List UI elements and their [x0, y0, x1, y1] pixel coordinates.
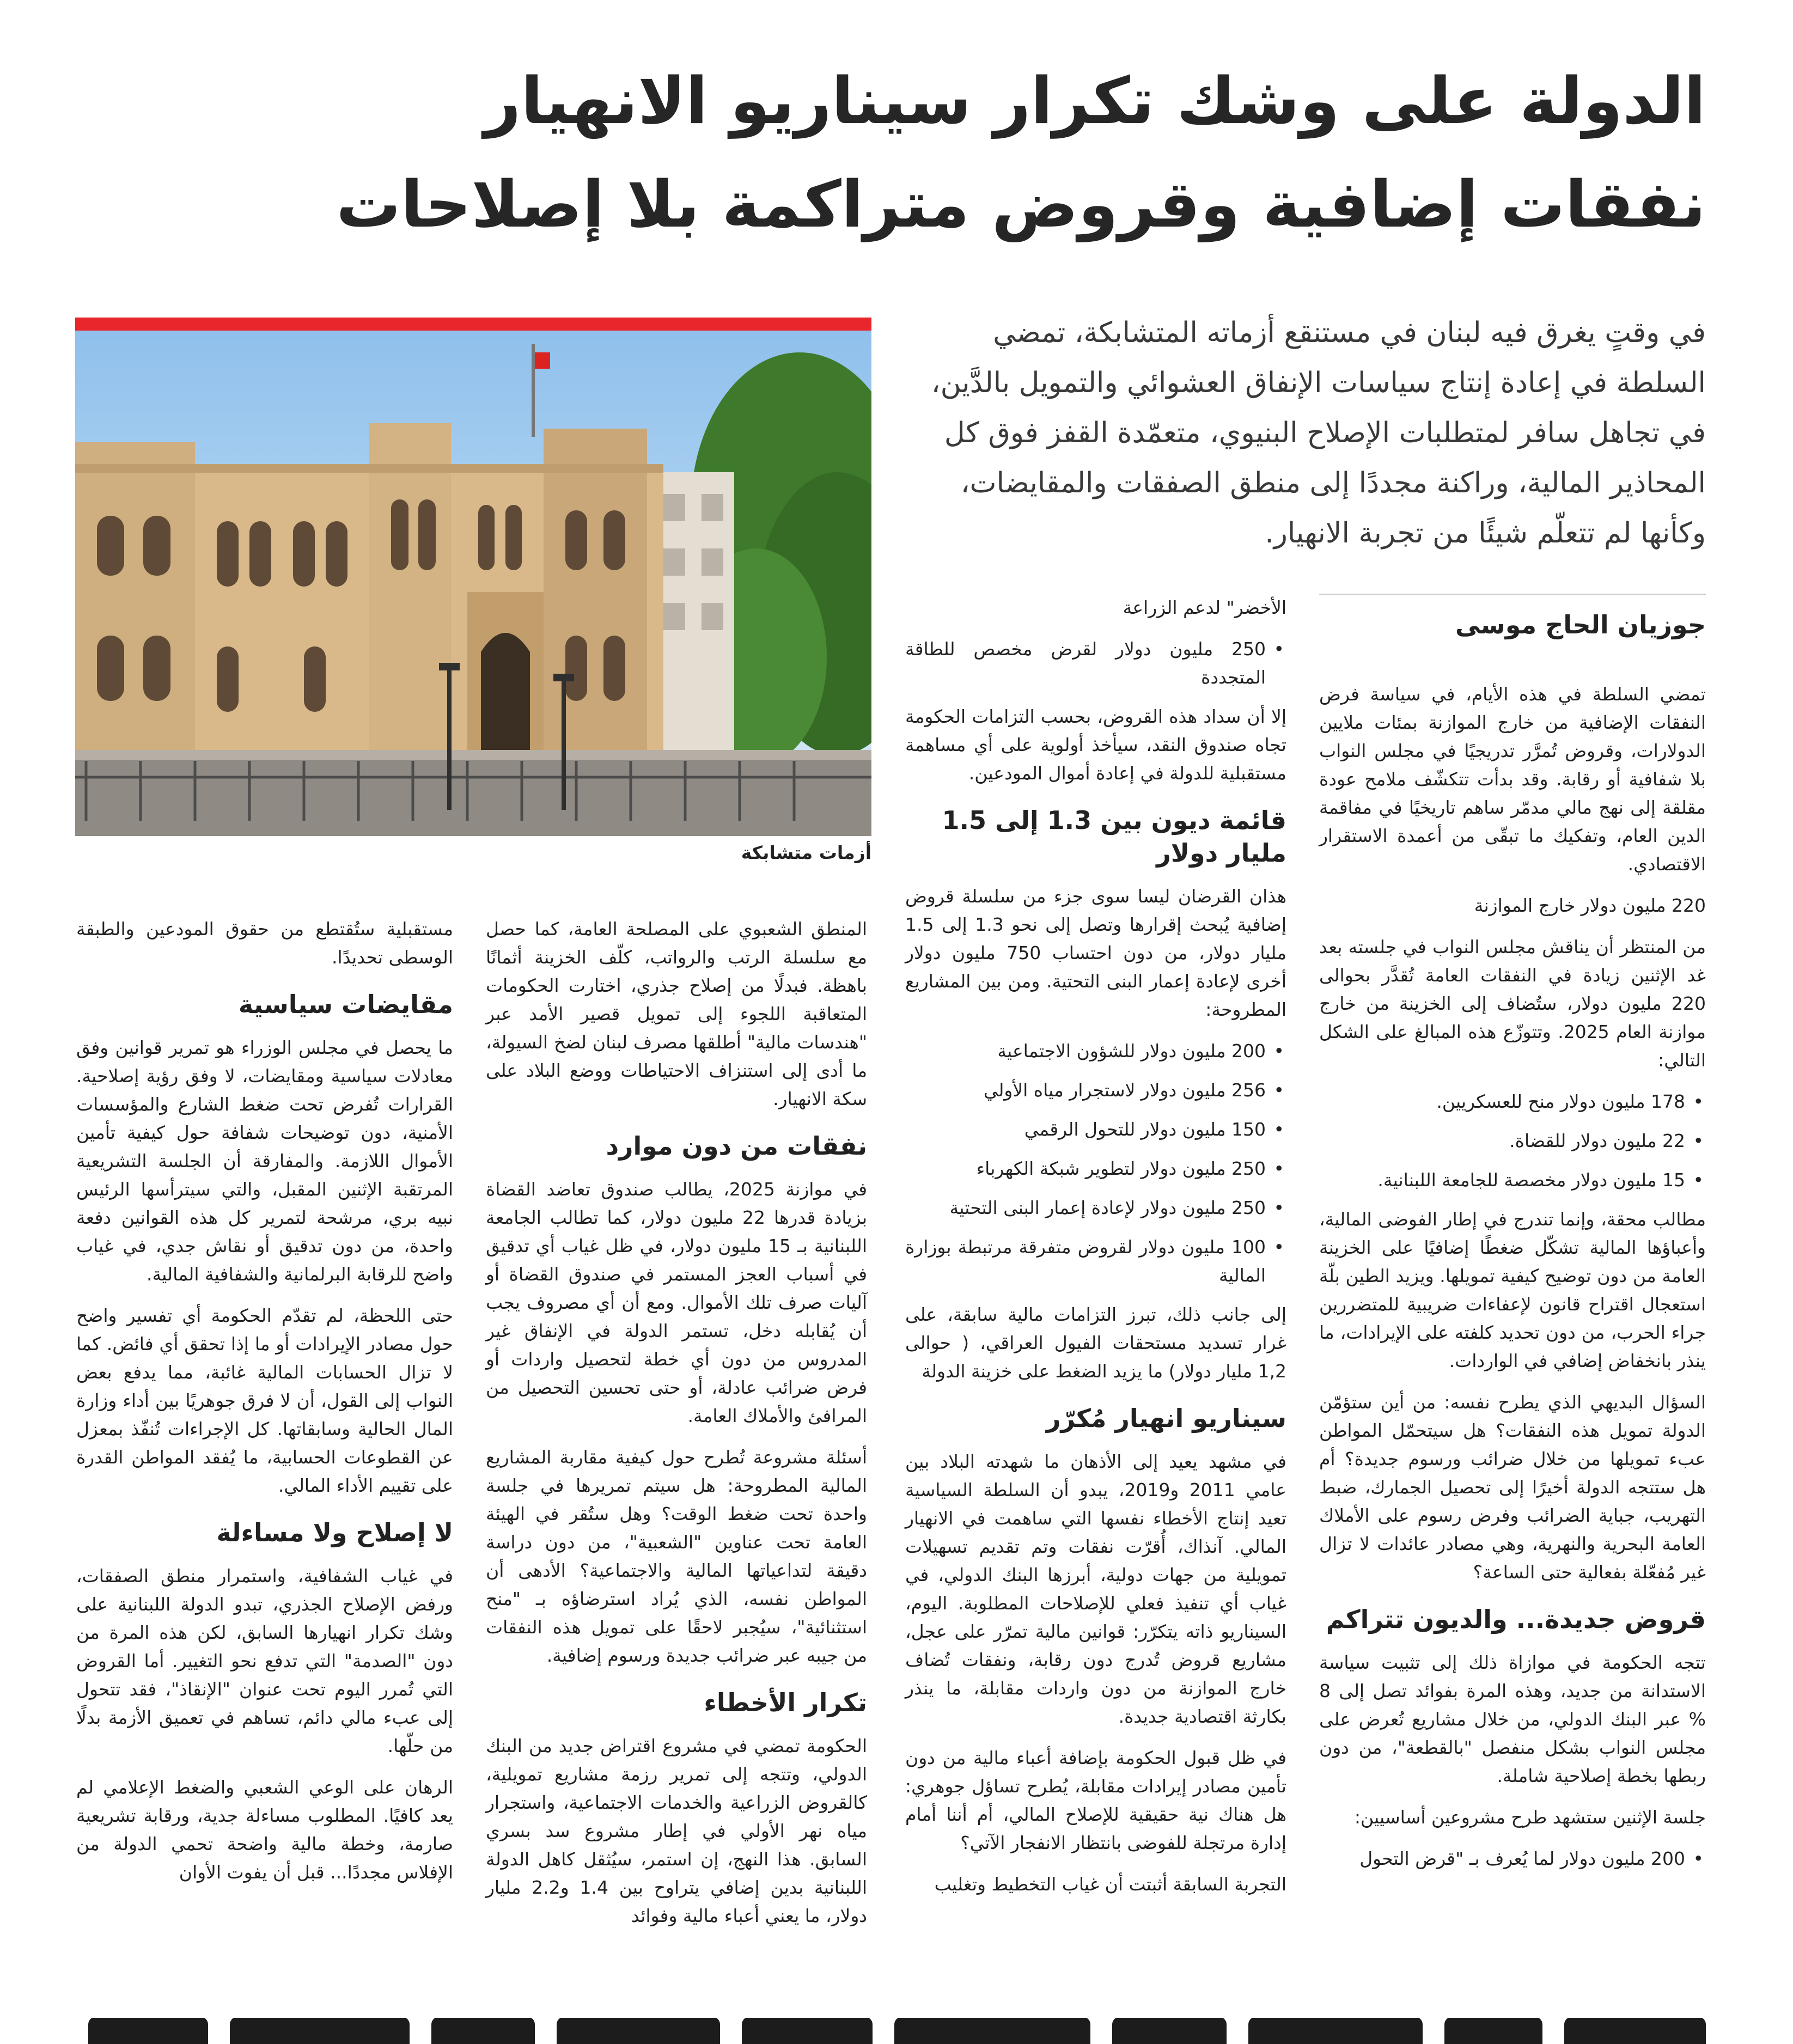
- section-heading: تكرار الأخطاء: [704, 1688, 867, 1717]
- paragraph: مستقبلية ستُقتطع من حقوق المودعين والطبقة الوسطى تحديدًا.: [76, 918, 453, 968]
- lead-paragraph: في وقتٍ يغرق فيه لبنان في مستنقع أزماته المتشابكة، تمضي السلطة في إعادة إنتاج سياسات الإنفاق العشوائي والتمويل بالدَّين، في تجاهل سافر لمتطلبات الإصلاح البنيوي، متعمّدة القفز فوق كل المحاذير المالية، وراكنة مجددًا إلى منطق الصفقات والمقايضات، وكأنها لم تتعلّم شيئًا من تجربة الانهيار.: [931, 316, 1706, 550]
- section-heading: نفقات من دون موارد: [606, 1131, 867, 1161]
- section-heading: مقايضات سياسية: [238, 990, 453, 1019]
- paragraph: من المنتظر أن يناقش مجلس النواب في جلسته بعد غد الإثنين زيادة في النفقات العامة تُقدَّر بحوالى 220 مليون دولار، ستُضاف إلى الخزينة من خارج موازنة العام 2025. وتتوزّع هذه المبالغ على الشكل التالي:: [1319, 936, 1706, 1071]
- section-heading: لا إصلاح ولا مساءلة: [216, 1518, 453, 1547]
- paragraph: إلا أن سداد هذه القروض، بحسب التزامات الحكومة تجاه صندوق النقد، سيأخذ أولوية على أي مساهمة مستقبلية للدولة في إعادة أموال المودعين.: [905, 706, 1286, 784]
- paragraph: التجربة السابقة أثبتت أن غياب التخطيط وتغليب: [934, 1874, 1286, 1895]
- section-heading: قائمة ديون بين 1.3 إلى 1.5 مليار دولار: [942, 806, 1286, 868]
- list-item: • 200 مليون دولار للشؤون الاجتماعية: [905, 1037, 1286, 1065]
- photo-accent-bar: [75, 318, 871, 331]
- paragraph: في ظل قبول الحكومة بإضافة أعباء مالية من دون تأمين مصادر إيرادات مقابلة، يُطرح تساؤل جوهري: هل هناك نية حقيقية للإصلاح المالي، أم أننا أمام إدارة مرتجلة للفوضى بانتظار الانفجار الآتي؟: [905, 1747, 1286, 1853]
- list-item: • 200 مليون دولار لما يُعرف بـ "قرض التحول: [1319, 1845, 1706, 1873]
- list-item: • 250 مليون دولار لإعادة إعمار البنى التحتية: [905, 1194, 1286, 1222]
- paragraph: تتجه الحكومة في موازاة ذلك إلى تثبيت سياسة الاستدانة من جديد، وهذه المرة بفوائد تصل إلى 8 % عبر البنك الدولي، من خلال مشاريع تُعرض على مجلس النواب بشكل منفصل "بالقطعة"، من دون ربطها بخطة إصلاحية شاملة.: [1319, 1652, 1706, 1786]
- paragraph: في مشهد يعيد إلى الأذهان ما شهدته البلاد بين عامي 2011 و2019، يبدو أن السلطة السياسية تعيد إنتاج الأخطاء نفسها التي ساهمت في الانهيار المالي. آنذاك، أُقرّت نفقات وتم تقديم تسهيلات تمويلية من جهات دولية، أبرزها البنك الدولي، في غياب أي تنفيذ فعلي للإصلاحات المطلوبة. اليوم، السيناريو ذاته يتكرّر: قوانين مالية تمرّر على عجل، مشاريع قروض تُدرج دون رقابة، ونفقات تُضاف خارج الموازنة من دون واردات مقابلة، ما ينذر بكارثة اقتصادية جديدة.: [905, 1451, 1286, 1727]
- list-item: • 256 مليون دولار لاستجرار مياه الأولي: [905, 1076, 1286, 1105]
- paragraph: حتى اللحظة، لم تقدّم الحكومة أي تفسير واضح حول مصادر الإيرادات أو ما إذا تحقق أي فائض. كما لا تزال الحسابات المالية غائبة، مما يدفع بعض النواب إلى القول، أن لا فرق جوهريًا بين أداء وزارة المال الحالية وسابقاتها. كل الإجراءات تُنفّذ بمعزل عن القطوعات الحسابية، ما يُفقد المواطن القدرة على تقييم الأداء المالي.: [76, 1305, 453, 1496]
- list-item: • 178 مليون دولار منح للعسكريين.: [1319, 1088, 1706, 1116]
- paragraph: ما يحصل في مجلس الوزراء هو تمرير قوانين وفق معادلات سياسية ومقايضات، لا وفق رؤية إصلاحية. القرارات تُفرض تحت ضغط الشارع والمؤسسات الأمنية، دون توضيحات شفافة حول كيفية تأمين الأموال اللازمة. والمفارقة أن الجلسة التشريعية المرتقبة الإثنين المقبل، والتي سيترأسها الرئيس نبيه بري، مرشحة لتمرير كل هذه القوانين دفعة واحدة، من دون تدقيق أو نقاش جدي، في غياب واضح للرقابة البرلمانية والشفافية المالية.: [76, 1037, 453, 1285]
- list-item: • 15 مليون دولار مخصصة للجامعة اللبنانية.: [1319, 1166, 1706, 1194]
- paragraph: أسئلة مشروعة تُطرح حول كيفية مقاربة المشاريع المالية المطروحة: هل سيتم تمريرها في جلسة واحدة تحت ضغط الوقت؟ وهل ستُقر في الهيئة العامة تحت عناوين "الشعبية"، من دون دراسة دقيقة لتداعياتها المالية والاجتماعية؟ الأدهى أن المواطن نفسه، الذي يُراد استرضاؤه بـ "منح استثنائية"، سيُجبر لاحقًا على تمويل هذه النفقات من جيبه عبر ضرائب جديدة ورسوم إضافية.: [486, 1447, 867, 1666]
- list-item: • 150 مليون دولار للتحول الرقمي: [905, 1115, 1286, 1144]
- bullet-list: [905, 635, 1286, 692]
- bullet-list: [1319, 1088, 1706, 1194]
- paragraph: في موازنة 2025، يطالب صندوق تعاضد القضاة بزيادة قدرها 22 مليون دولار، كما تطالب الجامعة اللبنانية بـ 15 مليون دولار، في ظل غياب أي تدقيق في أسباب العجز المستمر في صندوق القضاة أو آليات صرف تلك الأموال. ومع أن أي مصروف يجب أن يُقابله دخل، تستمر الدولة في الإنفاق غير المدروس من دون أي خطة لتحصيل واردات أو فرض ضرائب عادلة، أو حتى تحسين التحصيل من المرافئ والأملاك العامة.: [486, 1179, 868, 1426]
- bullet-list: [1319, 1845, 1706, 1873]
- paragraph: الأخضر" لدعم الزراعة: [1123, 597, 1286, 618]
- author-byline: جوزيان الحاج موسى: [1455, 610, 1706, 639]
- photo-caption: أزمات متشابكة: [741, 842, 871, 863]
- paragraph: السؤال البديهي الذي يطرح نفسه: من أين ستؤمّن الدولة تمويل هذه النفقات؟ هل سيتحمّل المواطن عبء تمويلها من خلال ضرائب ورسوم جديدة؟ أم هل ستتجه الدولة أخيرًا إلى تحصيل الجمارك، ضبط التهريب، جباية الضرائب وفرض رسوم على الأملاك العامة البحرية والنهرية، وهي مصادر عائدات لا تزال غير مُفعّلة بفعالية حتى الساعة؟: [1319, 1392, 1706, 1583]
- bullet-list: [905, 1037, 1286, 1290]
- paragraph: المنطق الشعبوي على المصلحة العامة، كما حصل مع سلسلة الرتب والرواتب، كلّف الخزينة أثمانًا باهظة. فبدلًا من إصلاح جذري، اختارت الحكومات المتعاقبة اللجوء إلى تمويل قصير الأمد عبر "هندسات مالية" أطلقها مصرف لبنان لضخ السيولة، ما أدى إلى استنزاف الاحتياطات ووضع البلاد على سكة الانهيار.: [486, 918, 867, 1109]
- article-column-3: [486, 915, 867, 1943]
- paragraph: إلى جانب ذلك، تبرز التزامات مالية سابقة، على غرار تسديد مستحقات الفيول العراقي، ( حوالى 1,2 مليار دولار) ما يزيد الضغط على خزينة الدولة: [905, 1304, 1286, 1382]
- paragraph: مطالب محقة، وإنما تندرج في إطار الفوضى المالية، وأعباؤها المالية تشكّل ضغطًا إضافيًا على الخزينة العامة من دون توضيح كيفية تمويلها. ويزيد الطين بلّة استعجال اقتراح قانون لإعفاءات ضريبية للمتضررين جراء الحرب، من دون تحديد كلفته على الإيرادات، ما ينذر بانخفاض إضافي في الواردات.: [1319, 1209, 1706, 1371]
- section-heading: سيناريو انهيار مُكرّر: [1046, 1404, 1286, 1433]
- section-heading: قروض جديدة... والديون تتراكم: [1326, 1604, 1706, 1634]
- article-column-4: [76, 915, 453, 1900]
- paragraph: هذان القرضان ليسا سوى جزء من سلسلة قروض إضافية يُبحث إقرارها وتصل إلى نحو 1.3 إلى 1.5 مليار دولار، من دون احتساب 750 مليون دولار أخرى لإعادة إعمار البنى التحتية. ومن بين المشاريع المطروحة:: [905, 886, 1286, 1020]
- parliament-building-photo: [75, 331, 871, 836]
- headline-line-2: نفقات إضافية وقروض متراكمة بلا إصلاحات: [336, 167, 1706, 242]
- next-headline-cropped: [82, 2018, 1706, 2044]
- paragraph: تمضي السلطة في هذه الأيام، في سياسة فرض النفقات الإضافية من خارج الموازنة بمئات ملايين الدولارات، وقروض تُمرَّر تدريجيًا في مجلس النواب بلا شفافية أو رقابة. وقد بدأت تتكشّف ملامح عودة مقلقة إلى نهج مالي مدمّر ساهم تاريخيًا في مفاقمة الدين العام، وتفكيك ما تبقّى من أعمدة الاستقرار الاقتصادي.: [1319, 684, 1706, 875]
- list-item: • 250 مليون دولار لقرض مخصص للطاقة المتجددة: [905, 635, 1286, 692]
- paragraph: الرهان على الوعي الشعبي والضغط الإعلامي لم يعد كافيًا. المطلوب مساءلة جدية، ورقابة تشريعية صارمة، وخطة مالية واضحة تحمي الدولة من الإفلاس مجددًا... قبل أن يفوت الأوان: [76, 1777, 453, 1883]
- headline-line-1: الدولة على وشك تكرار سيناريو الانهيار: [484, 63, 1706, 138]
- subheading-text: 220 مليون دولار خارج الموازنة: [1474, 895, 1706, 916]
- paragraph: جلسة الإثنين ستشهد طرح مشروعين أساسيين:: [1354, 1807, 1706, 1828]
- byline-divider: [1319, 594, 1706, 595]
- article-column-1: [1319, 594, 1706, 1884]
- paragraph: الحكومة تمضي في مشروع اقتراض جديد من البنك الدولي، وتتجه إلى تمرير رزمة مشاريع تمويلية، كالقروض الزراعية والخدمات الاجتماعية، واستجرار مياه نهر الأولي في إطار مشروع سد بسري السابق. هذا النهج، إن استمر، سيُثقل كاهل الدولة اللبنانية بدين إضافي يتراوح بين 1.4 و2.2 مليار دولار، ما يعني أعباء مالية وفوائد: [486, 1735, 867, 1926]
- list-item: • 100 مليون دولار لقروض متفرقة مرتبطة بوزارة المالية: [905, 1233, 1286, 1290]
- article-column-2: [905, 594, 1286, 1912]
- paragraph: في غياب الشفافية، واستمرار منطق الصفقات، ورفض الإصلاح الجذري، تبدو الدولة اللبنانية على وشك تكرار انهيارها السابق، لكن هذه المرة من دون "الصدمة" التي تدفع نحو التغيير. أما القروض التي تُمرر اليوم تحت عنوان "الإنقاذ"، فقد تتحول إلى عبء مالي دائم، تساهم في تعميق الأزمة بدلًا من حلّها.: [76, 1565, 453, 1756]
- list-item: • 250 مليون دولار لتطوير شبكة الكهرباء: [905, 1155, 1286, 1183]
- list-item: • 22 مليون دولار للقضاة.: [1319, 1127, 1706, 1155]
